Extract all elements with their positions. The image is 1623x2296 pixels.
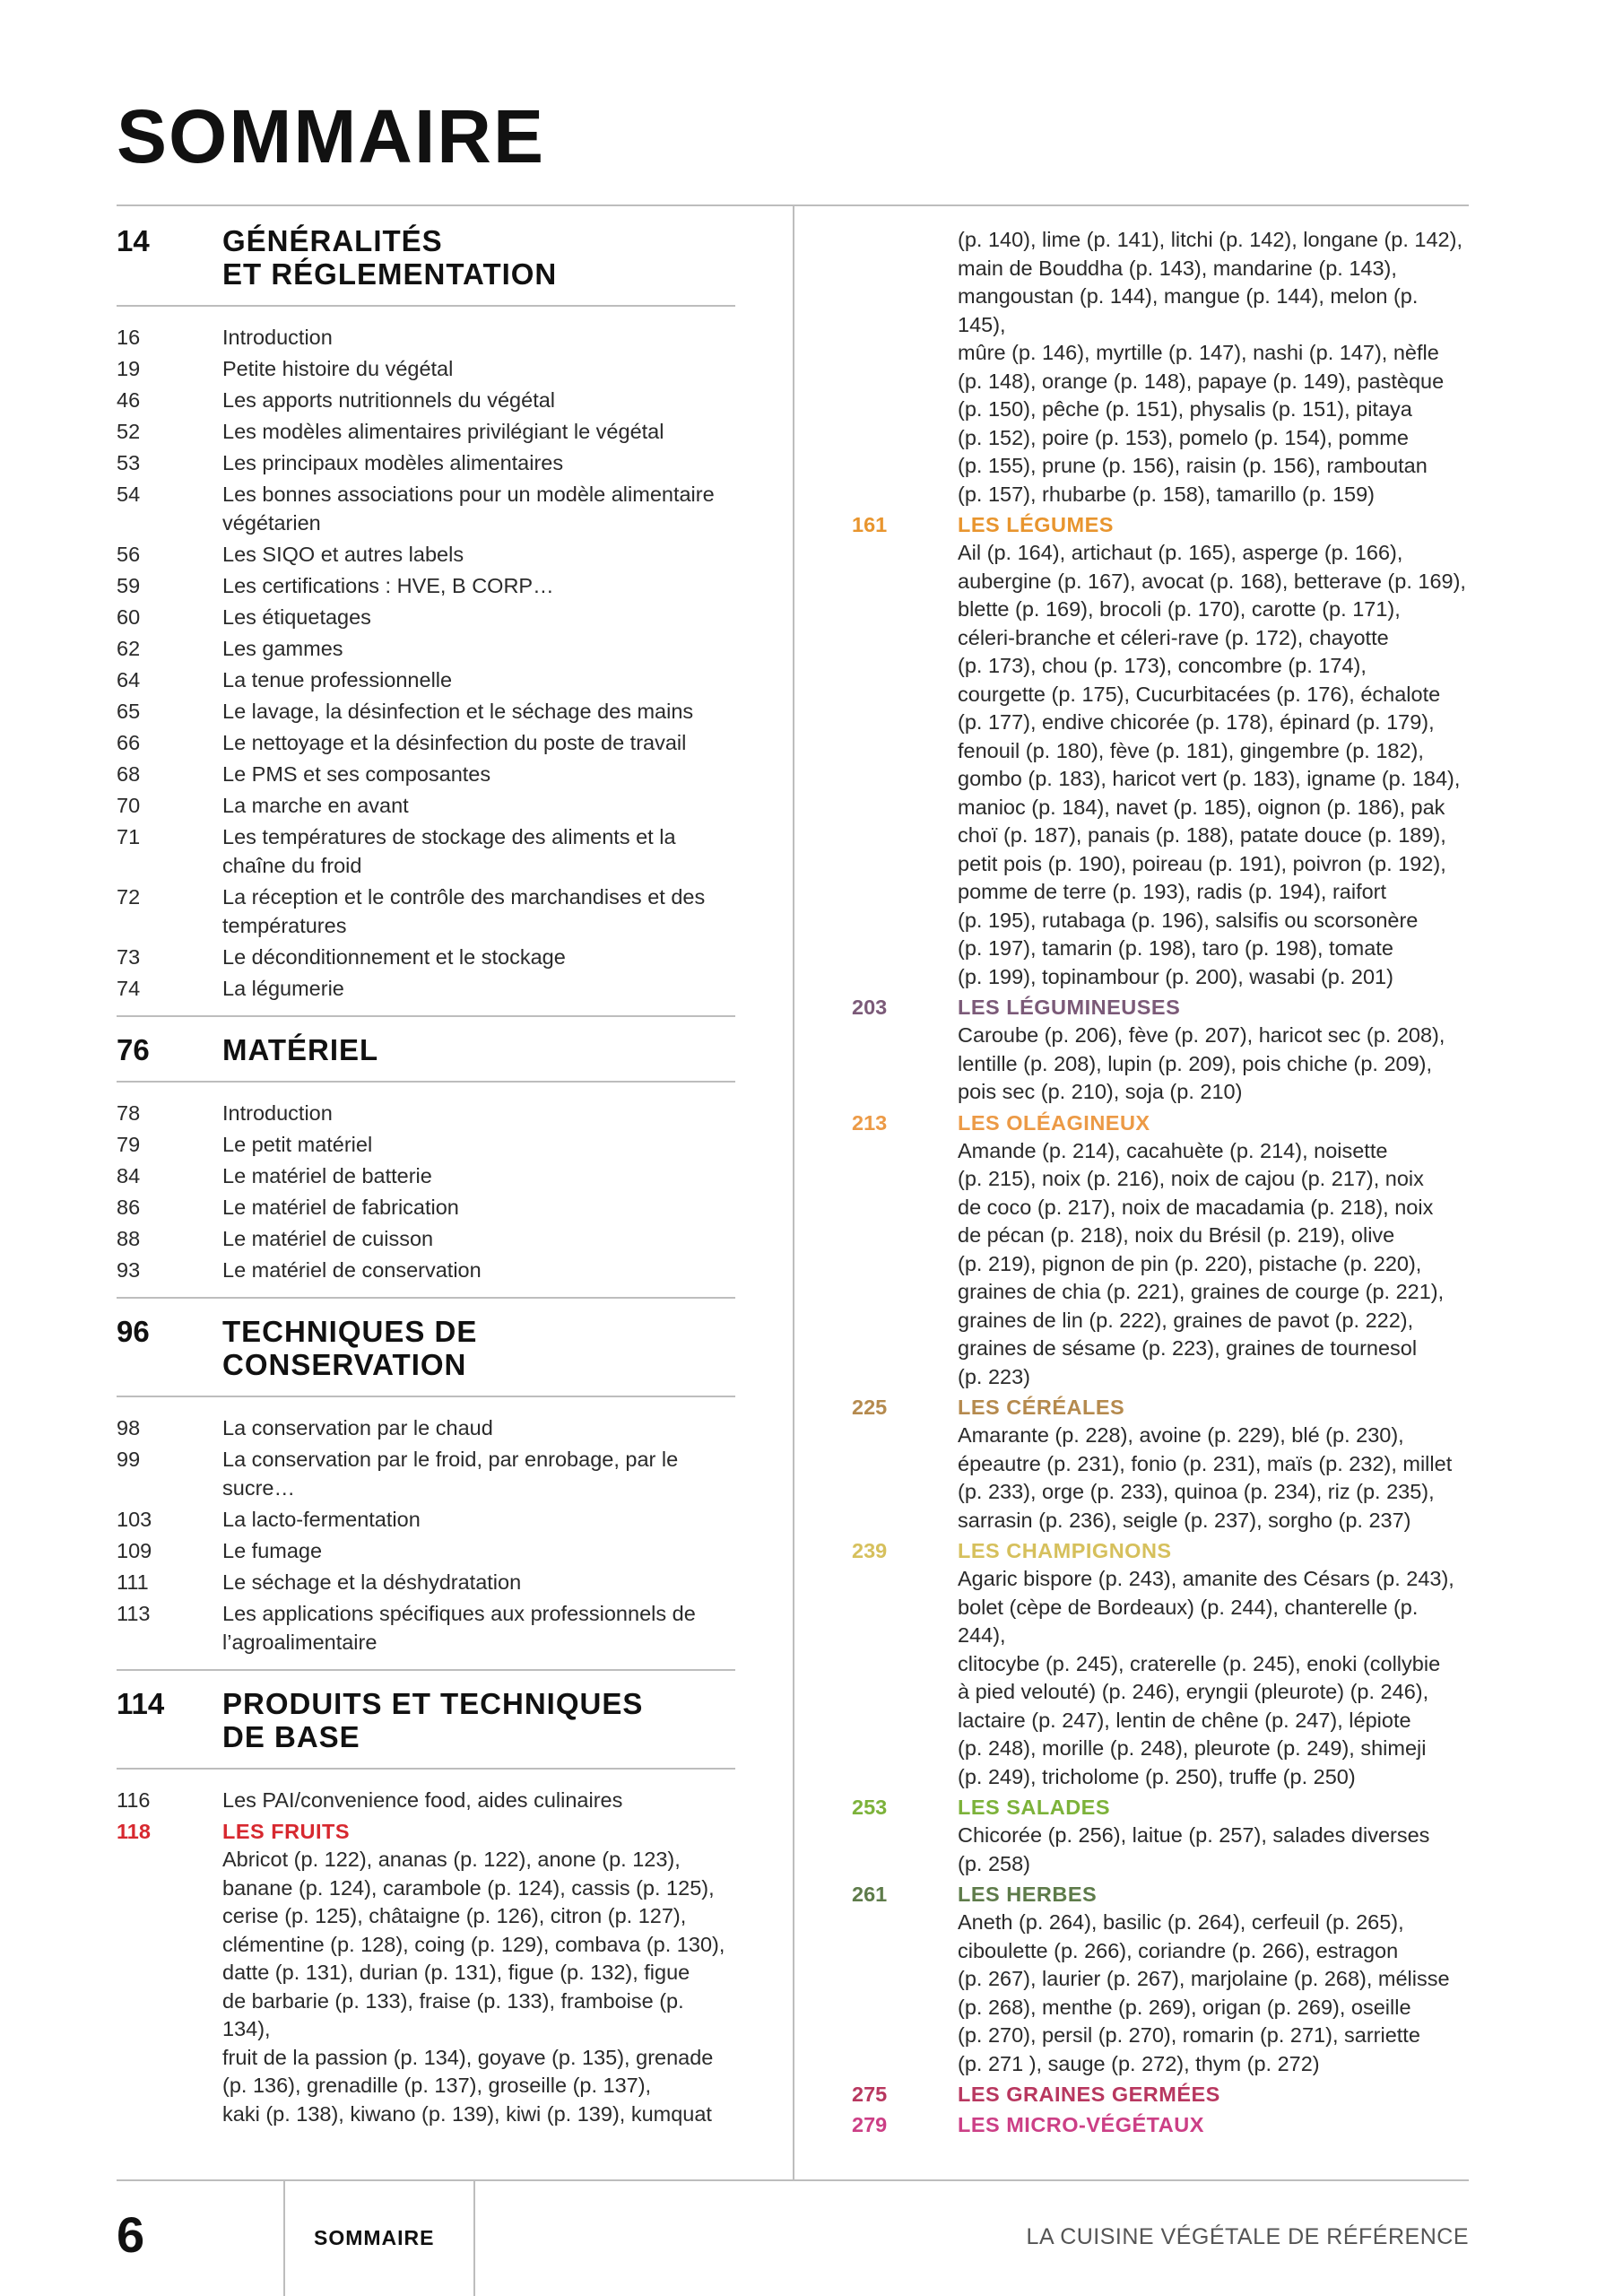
category-body-line: céleri-branche et céleri-rave (p. 172), chayotte xyxy=(958,625,1389,649)
category-body-line: fruit de la passion (p. 134), goyave (p. 135), grenade xyxy=(222,2045,714,2069)
page-number: 6 xyxy=(117,2206,145,2263)
category-body-line: Ail (p. 164), artichaut (p. 165), asperge (p. 166), xyxy=(958,541,1403,564)
category-body-line: (p. 150), pêche (p. 151), physalis (p. 151), pitaya xyxy=(958,397,1412,421)
toc-entry[interactable] xyxy=(117,1568,735,1596)
toc-entry-page: 116 xyxy=(117,1788,151,1812)
section-rule xyxy=(117,1396,735,1397)
category-header[interactable] xyxy=(852,1536,1471,1565)
toc-entry-title: Introduction xyxy=(222,326,333,349)
category-header[interactable] xyxy=(852,2110,1471,2139)
section-page-number: 96 xyxy=(117,1315,150,1348)
category-body-line: manioc (p. 184), navet (p. 185), oignon (p. 186), pak xyxy=(958,795,1445,819)
category-body-line: pomme de terre (p. 193), radis (p. 194), raifort xyxy=(958,880,1387,903)
category-page-number: 261 xyxy=(852,1883,888,1906)
category-header[interactable] xyxy=(852,1393,1471,1422)
category-body-line: (p. 248), morille (p. 248), pleurote (p. 249), shimeji xyxy=(958,1736,1427,1760)
category-page-number: 213 xyxy=(852,1110,888,1135)
category-body-line: sarrasin (p. 236), seigle (p. 237), sorgho (p. 237) xyxy=(958,1508,1411,1532)
section-title-line: TECHNIQUES DE xyxy=(222,1315,478,1348)
section-divider xyxy=(117,1669,735,1671)
category-header-fruits[interactable] xyxy=(117,1817,735,1846)
toc-entry[interactable] xyxy=(117,480,735,537)
toc-entry[interactable] xyxy=(117,883,735,940)
toc-entry[interactable] xyxy=(117,697,735,726)
category-body xyxy=(958,1565,1471,1791)
category-body-line: ciboulette (p. 266), coriandre (p. 266), estragon xyxy=(958,1938,1399,1962)
category-header[interactable] xyxy=(852,993,1471,1022)
toc-entry-page: 88 xyxy=(117,1227,141,1250)
category-body-line: main de Bouddha (p. 143), mandarine (p. 143), xyxy=(958,256,1397,280)
category-body-line: clitocybe (p. 245), craterelle (p. 245), enoki (collybie xyxy=(958,1651,1441,1675)
category-page-number: 253 xyxy=(852,1796,888,1819)
category-body-line: (p. 195), rutabaga (p. 196), salsifis ou scorsonère xyxy=(958,908,1419,932)
toc-entry-title: Le nettoyage et la désinfection du poste de travail xyxy=(222,731,687,754)
toc-entry-title: Le PMS et ses composantes xyxy=(222,762,491,786)
category-body-line: Amande (p. 214), cacahuète (p. 214), noisette xyxy=(958,1138,1388,1162)
category-title: LES LÉGUMES xyxy=(958,513,1114,536)
toc-entry[interactable] xyxy=(117,943,735,971)
section-rule xyxy=(117,1768,735,1770)
category-title: LES OLÉAGINEUX xyxy=(958,1110,1150,1135)
category-body-line: (p. 140), lime (p. 141), litchi (p. 142), longane (p. 142), xyxy=(958,228,1462,251)
category-body-line: banane (p. 124), carambole (p. 124), cassis (p. 125), xyxy=(222,1875,715,1900)
toc-entry[interactable] xyxy=(117,1099,735,1127)
section-title-line: ET RÉGLEMENTATION xyxy=(222,257,558,291)
category-body-line: mûre (p. 146), myrtille (p. 147), nashi (p. 147), nèfle xyxy=(958,341,1439,364)
toc-entry[interactable] xyxy=(117,791,735,820)
category-header[interactable] xyxy=(852,510,1471,539)
toc-entry-title: La marche en avant xyxy=(222,794,409,817)
category-body-line: (p. 268), menthe (p. 269), origan (p. 269), oseille xyxy=(958,1995,1411,2019)
section-page-number: 76 xyxy=(117,1033,150,1066)
category-body-line: datte (p. 131), durian (p. 131), figue (p. 132), figue xyxy=(222,1961,690,1984)
toc-entry-title: Les SIQO et autres labels xyxy=(222,543,464,566)
category-body-line: (p. 136), grenadille (p. 137), groseille (p. 137), xyxy=(222,2074,652,2097)
toc-entry-title: La légumerie xyxy=(222,977,344,1000)
column-divider xyxy=(793,206,794,2179)
toc-entry-page: 19 xyxy=(117,357,141,380)
category-body-line: (p. 233), orge (p. 233), quinoa (p. 234), riz (p. 235), xyxy=(958,1480,1435,1503)
toc-entry-page: 60 xyxy=(117,605,141,629)
toc-entry[interactable] xyxy=(117,1536,735,1565)
category-body-line: lentille (p. 208), lupin (p. 209), pois chiche (p. 209), xyxy=(958,1051,1433,1075)
category-body-line: graines de lin (p. 222), graines de pavot (p. 222), xyxy=(958,1308,1414,1332)
category-title: LES HERBES xyxy=(958,1883,1098,1906)
category-title: LES GRAINES GERMÉES xyxy=(958,2083,1220,2106)
toc-entry[interactable] xyxy=(117,571,735,600)
category-body-line: (p. 249), tricholome (p. 250), truffe (p. 250) xyxy=(958,1764,1356,1788)
footer-divider-2 xyxy=(473,2179,475,2296)
category-body-line: (p. 267), laurier (p. 267), marjolaine (p. 268), mélisse xyxy=(958,1967,1450,1990)
toc-entry-page: 52 xyxy=(117,420,141,443)
category-body-line: à pied velouté) (p. 246), eryngii (pleurote) (p. 246), xyxy=(958,1680,1429,1703)
toc-entry-title: Les bonnes associations pour un modèle alimentaire végétarien xyxy=(222,483,715,535)
section-header xyxy=(117,224,735,291)
category-body-line: de pécan (p. 218), noix du Brésil (p. 219), olive xyxy=(958,1223,1395,1247)
category-body-line: mangoustan (p. 144), mangue (p. 144), melon (p. 145), xyxy=(958,284,1419,336)
category-body-fruits-continued xyxy=(958,226,1471,509)
category-body-line: clémentine (p. 128), coing (p. 129), combava (p. 130), xyxy=(222,1932,725,1956)
toc-entry-title: Les gammes xyxy=(222,637,343,660)
toc-entry[interactable] xyxy=(117,448,735,477)
category-body-line: (p. 219), pignon de pin (p. 220), pistache (p. 220), xyxy=(958,1251,1422,1275)
toc-entry-page: 86 xyxy=(117,1196,141,1219)
section-page-number: 14 xyxy=(117,224,150,257)
toc-entry-page: 113 xyxy=(117,1602,151,1625)
toc-entry-title: Le fumage xyxy=(222,1539,323,1562)
category-header[interactable] xyxy=(852,1880,1471,1909)
section-title xyxy=(222,1033,378,1066)
toc-entry-title: Les modèles alimentaires privilégiant le végétal xyxy=(222,420,664,443)
toc-entry-page: 16 xyxy=(117,326,141,349)
page-title: SOMMAIRE xyxy=(117,94,545,178)
category-title: LES MICRO-VÉGÉTAUX xyxy=(958,2113,1204,2136)
section-header xyxy=(117,1033,735,1066)
section-title xyxy=(222,1687,643,1753)
category-body-line: graines de chia (p. 221), graines de courge (p. 221), xyxy=(958,1280,1445,1303)
toc-entry[interactable] xyxy=(117,760,735,788)
category-body-line: Chicorée (p. 256), laitue (p. 257), salades diverses xyxy=(958,1823,1430,1847)
category-body-line: (p. 223) xyxy=(958,1364,1030,1388)
toc-entry[interactable] xyxy=(117,417,735,446)
section-title-line: DE BASE xyxy=(222,1720,360,1753)
toc-entry-page: 46 xyxy=(117,388,141,412)
toc-entry-page: 54 xyxy=(117,483,141,506)
section-divider xyxy=(117,1015,735,1017)
toc-entry-page: 71 xyxy=(117,825,141,848)
category-body-line: (p. 152), poire (p. 153), pomelo (p. 154), pomme xyxy=(958,425,1409,449)
section-title xyxy=(222,224,557,291)
category-body-line: kaki (p. 138), kiwano (p. 139), kiwi (p. 139), kumquat xyxy=(222,2101,712,2126)
category-page-number: 275 xyxy=(852,2083,888,2106)
category-page-number: 239 xyxy=(852,1539,888,1562)
toc-entry[interactable] xyxy=(117,1193,735,1222)
toc-entry-title: Le matériel de cuisson xyxy=(222,1227,434,1250)
toc-entry-title: Le matériel de batterie xyxy=(222,1164,432,1187)
toc-entry[interactable] xyxy=(117,354,735,383)
category-body-line: (p. 173), chou (p. 173), concombre (p. 174), xyxy=(958,654,1367,677)
toc-entry[interactable] xyxy=(117,665,735,694)
toc-entry[interactable] xyxy=(117,1256,735,1284)
toc-entry-title: Les étiquetages xyxy=(222,605,371,629)
category-title: LES FRUITS xyxy=(222,1820,351,1843)
category-body-line: épeautre (p. 231), fonio (p. 231), maïs (p. 232), millet xyxy=(958,1451,1453,1475)
toc-entry-page: 72 xyxy=(117,885,141,909)
toc-entry-page: 56 xyxy=(117,543,141,566)
toc-entry-title: Le matériel de conservation xyxy=(222,1258,482,1282)
toc-entry-page: 73 xyxy=(117,945,141,969)
section-divider xyxy=(117,1297,735,1299)
toc-entry[interactable] xyxy=(117,974,735,1003)
toc-entry[interactable] xyxy=(117,1786,735,1814)
toc-entry[interactable] xyxy=(117,1413,735,1442)
toc-entry[interactable] xyxy=(117,323,735,352)
category-body xyxy=(958,1909,1471,2078)
category-title: LES SALADES xyxy=(958,1796,1111,1819)
category-body-fruits xyxy=(222,1846,735,2128)
toc-entry-page: 79 xyxy=(117,1133,141,1156)
toc-entry[interactable] xyxy=(117,1161,735,1190)
toc-entry-page: 103 xyxy=(117,1508,152,1531)
category-header[interactable] xyxy=(852,1109,1471,1137)
toc-entry-title: Le lavage, la désinfection et le séchage des mains xyxy=(222,700,694,723)
category-body-line: (p. 215), noix (p. 216), noix de cajou (p. 217), noix xyxy=(958,1167,1424,1190)
category-page-number: 279 xyxy=(852,2113,888,2136)
toc-entry[interactable] xyxy=(117,540,735,569)
toc-entry-title: La tenue professionnelle xyxy=(222,668,453,691)
category-header[interactable] xyxy=(852,2080,1471,2109)
category-body-line: cerise (p. 125), châtaigne (p. 126), citron (p. 127), xyxy=(222,1904,687,1927)
category-body xyxy=(958,1422,1471,1535)
section-header xyxy=(117,1687,735,1753)
category-body-line: lactaire (p. 247), lentin de chêne (p. 247), lépiote xyxy=(958,1708,1411,1732)
toc-entry-page: 74 xyxy=(117,977,141,1000)
toc-entry[interactable] xyxy=(117,634,735,663)
right-column xyxy=(852,226,1471,2139)
category-body-line: Agaric bispore (p. 243), amanite des Césars (p. 243), xyxy=(958,1567,1454,1590)
footer-rule xyxy=(117,2179,1469,2181)
toc-entry[interactable] xyxy=(117,603,735,631)
toc-entry-page: 53 xyxy=(117,451,141,474)
section-title-line: GÉNÉRALITÉS xyxy=(222,224,443,257)
category-body xyxy=(958,539,1471,991)
toc-entry-page: 109 xyxy=(117,1539,152,1562)
category-body-line: fenouil (p. 180), fève (p. 181), gingembre (p. 182), xyxy=(958,738,1424,762)
toc-entry-page: 111 xyxy=(117,1570,149,1594)
category-page-number: 161 xyxy=(852,513,888,536)
category-body-line: bolet (cèpe de Bordeaux) (p. 244), chanterelle (p. 244), xyxy=(958,1595,1419,1647)
section-header xyxy=(117,1315,735,1381)
category-body-line: choï (p. 187), panais (p. 188), patate douce (p. 189), xyxy=(958,823,1446,847)
category-body-line: graines de sésame (p. 223), graines de tournesol xyxy=(958,1336,1418,1360)
toc-entry-title: La conservation par le chaud xyxy=(222,1416,493,1439)
category-body-line: Caroube (p. 206), fève (p. 207), haricot sec (p. 208), xyxy=(958,1023,1445,1047)
category-body-line: aubergine (p. 167), avocat (p. 168), betterave (p. 169), xyxy=(958,569,1466,593)
category-body-line: de coco (p. 217), noix de macadamia (p. 218), noix xyxy=(958,1195,1434,1219)
footer-book-title: LA CUISINE VÉGÉTALE DE RÉFÉRENCE xyxy=(1026,2224,1469,2249)
category-body xyxy=(958,1137,1471,1392)
category-title: LES LÉGUMINEUSES xyxy=(958,996,1181,1019)
toc-entry-page: 59 xyxy=(117,574,141,597)
category-body-line: (p. 157), rhubarbe (p. 158), tamarillo (p. 159) xyxy=(958,482,1376,506)
section-title-line: PRODUITS ET TECHNIQUES xyxy=(222,1687,644,1720)
category-body-line: gombo (p. 183), haricot vert (p. 183), igname (p. 184), xyxy=(958,767,1461,790)
category-body-line: Amarante (p. 228), avoine (p. 229), blé (p. 230), xyxy=(958,1423,1404,1447)
toc-entry-title: Le petit matériel xyxy=(222,1133,373,1156)
category-body-line: (p. 197), tamarin (p. 198), taro (p. 198), tomate xyxy=(958,936,1393,960)
category-body-line: (p. 270), persil (p. 270), romarin (p. 271), sarriette xyxy=(958,2023,1420,2047)
category-body-line: petit pois (p. 190), poireau (p. 191), poivron (p. 192), xyxy=(958,851,1446,875)
toc-entry[interactable] xyxy=(117,1130,735,1159)
toc-entry-title: Le séchage et la déshydratation xyxy=(222,1570,522,1594)
toc-entry-page: 62 xyxy=(117,637,141,660)
toc-entry-title: Introduction xyxy=(222,1101,333,1125)
category-body-line: (p. 258) xyxy=(958,1851,1030,1875)
toc-entry-title: Le matériel de fabrication xyxy=(222,1196,459,1219)
section-rule xyxy=(117,1081,735,1083)
toc-entry-title: Les températures de stockage des aliments et la chaîne du froid xyxy=(222,825,676,877)
section-page-number: 114 xyxy=(117,1687,165,1720)
category-body-line: (p. 199), topinambour (p. 200), wasabi (p. 201) xyxy=(958,964,1393,988)
toc-entry-page: 68 xyxy=(117,762,141,786)
category-title: LES CÉRÉALES xyxy=(958,1396,1125,1419)
toc-entry-title: La réception et le contrôle des marchandises et des températures xyxy=(222,885,706,937)
toc-entry-page: 64 xyxy=(117,668,141,691)
category-body-line: (p. 155), prune (p. 156), raisin (p. 156), ramboutan xyxy=(958,454,1428,477)
toc-entry-page: 98 xyxy=(117,1416,141,1439)
category-page-number: 203 xyxy=(852,996,888,1019)
toc-entry-title: Les principaux modèles alimentaires xyxy=(222,451,564,474)
toc-entry-title: Le déconditionnement et le stockage xyxy=(222,945,566,969)
category-body-line: de barbarie (p. 133), fraise (p. 133), framboise (p. 134), xyxy=(222,1988,684,2040)
left-column xyxy=(117,224,735,2128)
toc-entry-title: Les PAI/convenience food, aides culinaires xyxy=(222,1788,623,1812)
toc-entry[interactable] xyxy=(117,386,735,414)
footer-divider-1 xyxy=(283,2179,285,2296)
toc-entry-page: 65 xyxy=(117,700,141,723)
toc-entry[interactable] xyxy=(117,822,735,880)
category-body-line: (p. 177), endive chicorée (p. 178), épinard (p. 179), xyxy=(958,710,1435,734)
category-body-line: Abricot (p. 122), ananas (p. 122), anone (p. 123), xyxy=(222,1848,681,1871)
toc-entry[interactable] xyxy=(117,728,735,757)
toc-entry[interactable] xyxy=(117,1599,735,1657)
section-title xyxy=(222,1315,477,1381)
toc-entry-title: Petite histoire du végétal xyxy=(222,357,454,380)
category-body-line: (p. 271 ), sauge (p. 272), thym (p. 272) xyxy=(958,2051,1320,2075)
toc-entry-title: Les applications spécifiques aux professionnels de l’agroalimentaire xyxy=(222,1602,696,1654)
section-title-line: CONSERVATION xyxy=(222,1348,467,1381)
toc-entry-page: 99 xyxy=(117,1448,141,1471)
toc-entry-title: La lacto-fermentation xyxy=(222,1508,421,1531)
category-body-line: (p. 148), orange (p. 148), papaye (p. 149), pastèque xyxy=(958,369,1445,393)
toc-entry-page: 93 xyxy=(117,1258,141,1282)
footer-section-label: SOMMAIRE xyxy=(314,2226,435,2249)
section-title-line: MATÉRIEL xyxy=(222,1033,379,1066)
toc-entry[interactable] xyxy=(117,1505,735,1534)
category-page-number: 118 xyxy=(117,1820,151,1843)
toc-entry[interactable] xyxy=(117,1445,735,1502)
section-rule xyxy=(117,305,735,307)
category-body xyxy=(958,1822,1471,1878)
toc-entry-page: 70 xyxy=(117,794,141,817)
category-body-line: pois sec (p. 210), soja (p. 210) xyxy=(958,1080,1243,1103)
category-page-number: 225 xyxy=(852,1396,888,1419)
category-body xyxy=(958,1022,1471,1107)
toc-entry-page: 84 xyxy=(117,1164,141,1187)
category-body-line: courgette (p. 175), Cucurbitacées (p. 176), échalote xyxy=(958,682,1441,706)
toc-entry-title: Les certifications : HVE, B CORP… xyxy=(222,574,554,597)
category-body-line: blette (p. 169), brocoli (p. 170), carotte (p. 171), xyxy=(958,597,1401,621)
toc-entry-page: 66 xyxy=(117,731,141,754)
toc-entry-title: Les apports nutritionnels du végétal xyxy=(222,388,556,412)
category-header[interactable] xyxy=(852,1793,1471,1822)
toc-entry-title: La conservation par le froid, par enrobage, par le sucre… xyxy=(222,1448,679,1500)
category-title: LES CHAMPIGNONS xyxy=(958,1539,1172,1562)
toc-entry[interactable] xyxy=(117,1224,735,1253)
toc-entry-page: 78 xyxy=(117,1101,141,1125)
category-body-line: Aneth (p. 264), basilic (p. 264), cerfeuil (p. 265), xyxy=(958,1910,1404,1934)
